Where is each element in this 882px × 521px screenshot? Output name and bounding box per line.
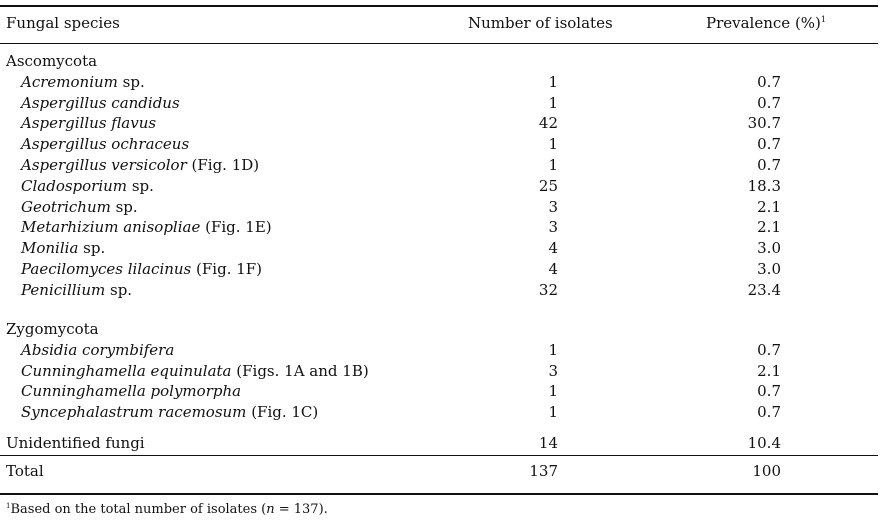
table-bottom-rule	[0, 493, 878, 495]
isolates-value: 1	[548, 93, 558, 112]
species-name	[21, 281, 132, 299]
species-name	[21, 198, 138, 216]
species-name	[21, 239, 105, 257]
species-italic: Absidia corymbifera	[21, 340, 175, 359]
prevalence-value: 0.7	[757, 382, 781, 401]
isolates-value: 3	[548, 218, 558, 237]
species-italic: Cladosporium	[21, 176, 128, 195]
prevalence-value: 0.7	[757, 93, 781, 112]
species-name	[21, 260, 262, 278]
species-name	[21, 177, 154, 195]
species-suffix: (Fig. 1F)	[191, 260, 263, 278]
species-italic: Aspergillus versicolor	[21, 156, 187, 174]
isolates-value: 1	[548, 72, 558, 91]
species-suffix: sp.	[127, 176, 154, 195]
prevalence-value: 18.3	[747, 176, 781, 195]
species-suffix: sp.	[110, 197, 138, 216]
isolates-value: 1	[548, 156, 558, 174]
species-name	[21, 73, 145, 91]
header-prevalence	[706, 14, 826, 32]
species-italic: Paecilomyces lilacinus	[21, 260, 192, 278]
prevalence-value: 2.1	[757, 218, 781, 237]
prevalence-value: 0.7	[757, 403, 781, 422]
group-heading: Zygomycota	[6, 320, 99, 338]
species-italic: Aspergillus flavus	[21, 114, 157, 133]
footnote-mark: 1	[6, 502, 11, 510]
species-name	[21, 362, 369, 380]
species-italic: Cunninghamella equinulata	[21, 361, 232, 380]
table-footnote	[6, 502, 328, 518]
unidentified-label: Unidentified fungi	[6, 434, 145, 452]
footnote-text-before: Based on the total number of isolates (	[10, 502, 267, 517]
footnote-text-after: = 137).	[274, 502, 328, 517]
header-species: Fungal species	[6, 14, 120, 32]
total-prevalence: 100	[752, 462, 781, 480]
species-name	[21, 403, 318, 421]
isolates-value: 14	[538, 434, 558, 452]
prevalence-value: 23.4	[747, 280, 781, 299]
prevalence-value: 2.1	[757, 361, 781, 380]
prevalence-value: 30.7	[747, 114, 781, 133]
species-italic: Monilia	[21, 239, 79, 258]
footnote-n: n	[266, 502, 275, 517]
footnote-mark: 1	[820, 15, 826, 24]
prevalence-value: 0.7	[757, 156, 781, 174]
total-separator-rule	[0, 455, 878, 456]
isolates-value: 1	[548, 135, 558, 154]
species-name	[21, 94, 180, 112]
species-suffix: (Figs. 1A and 1B)	[231, 361, 369, 380]
species-italic: Penicillium	[21, 280, 106, 299]
prevalence-value: 3.0	[757, 239, 781, 258]
isolates-value: 4	[548, 260, 558, 278]
prevalence-value: 3.0	[757, 260, 781, 278]
table-top-rule	[0, 5, 878, 7]
species-suffix: sp.	[78, 239, 106, 258]
isolates-value: 32	[538, 280, 558, 299]
species-italic: Geotrichum	[21, 197, 111, 216]
species-italic: Metarhizium anisopliae	[21, 218, 201, 237]
prevalence-value: 0.7	[757, 340, 781, 359]
header-bottom-rule	[0, 43, 878, 44]
species-suffix: (Fig. 1E)	[200, 218, 272, 237]
species-name	[21, 156, 259, 174]
isolates-value: 1	[548, 403, 558, 422]
prevalence-value: 0.7	[757, 72, 781, 91]
species-italic: Syncephalastrum racemosum	[21, 403, 247, 422]
species-suffix: sp.	[105, 280, 133, 299]
header-isolates: Number of isolates	[468, 14, 613, 32]
species-name	[21, 114, 156, 132]
species-italic: Aspergillus candidus	[21, 93, 180, 112]
prevalence-value: 10.4	[747, 434, 781, 452]
species-suffix: sp.	[117, 72, 145, 91]
species-name	[21, 218, 272, 236]
species-italic: Aspergillus ochraceus	[21, 135, 190, 154]
isolates-value: 1	[548, 340, 558, 359]
header-prevalence-text: Prevalence (%)	[706, 14, 821, 32]
total-isolates: 137	[529, 462, 558, 480]
isolates-value: 25	[538, 176, 558, 195]
prevalence-value: 2.1	[757, 197, 781, 216]
prevalence-value: 0.7	[757, 135, 781, 154]
species-name	[21, 382, 241, 400]
isolates-value: 1	[548, 382, 558, 401]
isolates-value: 4	[548, 239, 558, 258]
species-suffix: (Fig. 1C)	[246, 403, 319, 422]
species-italic: Cunninghamella polymorpha	[21, 382, 242, 401]
species-name	[21, 341, 174, 359]
species-suffix: (Fig. 1D)	[186, 156, 260, 174]
total-label: Total	[6, 462, 44, 480]
isolates-value: 42	[538, 114, 558, 133]
species-name	[21, 135, 189, 153]
group-heading: Ascomycota	[6, 52, 98, 70]
species-italic: Acremonium	[21, 72, 118, 91]
isolates-value: 3	[548, 197, 558, 216]
isolates-value: 3	[548, 361, 558, 380]
